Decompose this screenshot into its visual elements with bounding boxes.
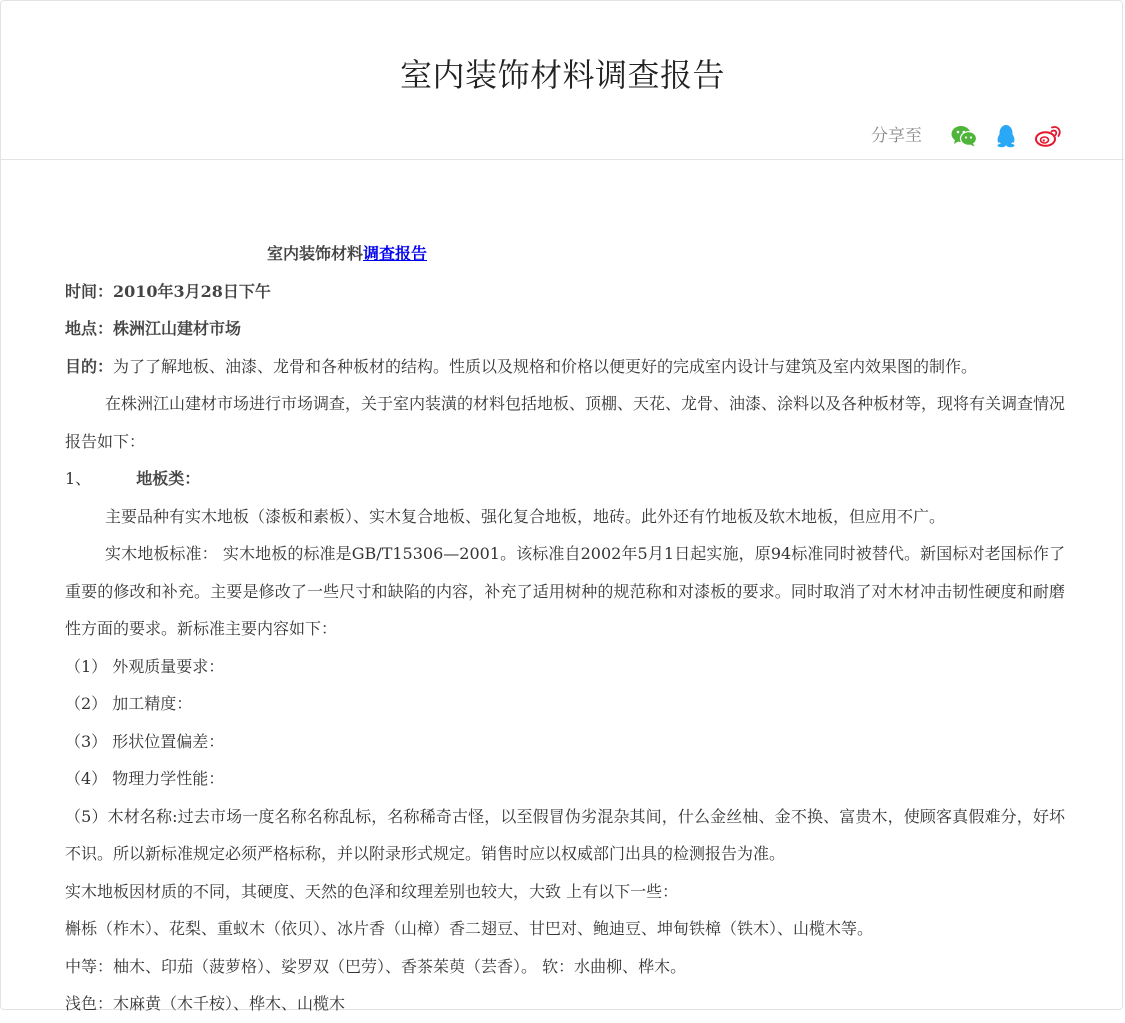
list-item: （2） 加工精度： — [65, 694, 193, 713]
list-item: （1） 外观质量要求： — [65, 656, 225, 676]
time-text: 时间：2010年3月28日下午 — [65, 281, 271, 301]
weibo-icon[interactable] — [1034, 122, 1062, 150]
place-line — [65, 310, 1065, 348]
article-body — [65, 235, 1065, 1023]
section-number: 1、 — [65, 469, 92, 488]
report-link[interactable]: 调查报告 — [363, 244, 428, 263]
share-label: 分享至 — [871, 126, 922, 146]
wechat-icon[interactable] — [950, 122, 978, 150]
place-text: 地点：株洲江山建材市场 — [65, 319, 242, 338]
article-header — [1, 1, 1124, 160]
purpose-line — [65, 348, 1065, 386]
section-1-heading — [65, 460, 1065, 498]
hard-woods: 槲栎（柞木）、花梨、重蚁木（依贝）、冰片香（山樟）香二翅豆、甘巴对、鲍迪豆、坤甸铁樟（铁木）、山榄木等。 — [65, 919, 874, 938]
page-title: 室内装饰材料调查报告 — [399, 56, 725, 94]
list-item: （4） 物理力学性能： — [65, 769, 225, 788]
time-line — [65, 273, 1065, 311]
share-bar — [871, 121, 1062, 151]
list-item: （3） 形状位置偏差： — [65, 731, 225, 751]
varieties-paragraph: 主要品种有实木地板（漆板和素板）、实木复合地板、强化复合地板，地砖。此外还有竹地板及软木地板，但应用不广。 — [105, 506, 946, 526]
section-title: 地板类： — [136, 469, 201, 488]
intro-paragraph: 在株洲江山建材市场进行市场调查，关于室内装潢的材料包括地板、顶棚、天花、龙骨、油漆、涂料以及各种板材等，现将有关调查情况报告如下： — [65, 394, 1066, 451]
cutoff-line: 浅色：木麻黄（木千桉）、桦木、山榄木 — [65, 994, 346, 1013]
standard-paragraph: 实木地板标准： 实木地板的标准是GB/T15306—2001。该标准自2002年5月1日起实施，原94标准同时被替代。新国标对老国标作了重要的修改和补充。主要是修改了一些尺寸和缺陷的内容，补充了适用树种的规范称和对漆板的要求。同时取消了对木材冲击韧性硬度和耐磨性方面的要求。新标准主要内容如下： — [65, 544, 1065, 638]
document-heading — [65, 235, 1065, 273]
list-item-5: （5）木材名称:过去市场一度名称名称乱标，名称稀奇古怪，以至假冒伪劣混杂其间，什么金丝柚、金不换、富贵木，使顾客真假难分，好坏不识。所以新标准规定必须严格标称，并以附录形式规定。销售时应以权威部门出具的检测报告为准。 — [65, 806, 1065, 863]
purpose-text: 为了了解地板、油漆、龙骨和各种板材的结构。性质以及规格和价格以便更好的完成室内设计与建筑及室内效果图的制作。 — [113, 356, 978, 376]
hardness-intro: 实木地板因材质的不同，其硬度、天然的色泽和纹理差别也较大，大致 上有以下一些： — [65, 881, 679, 901]
purpose-label: 目的： — [65, 356, 114, 376]
medium-soft-woods: 中等：柚木、印茄（菠萝格）、娑罗双（巴劳）、香茶茱萸（芸香）。 软：水曲柳、桦木。 — [65, 956, 687, 976]
qq-icon[interactable] — [992, 122, 1020, 150]
heading-text: 室内装饰材料 — [267, 244, 364, 263]
